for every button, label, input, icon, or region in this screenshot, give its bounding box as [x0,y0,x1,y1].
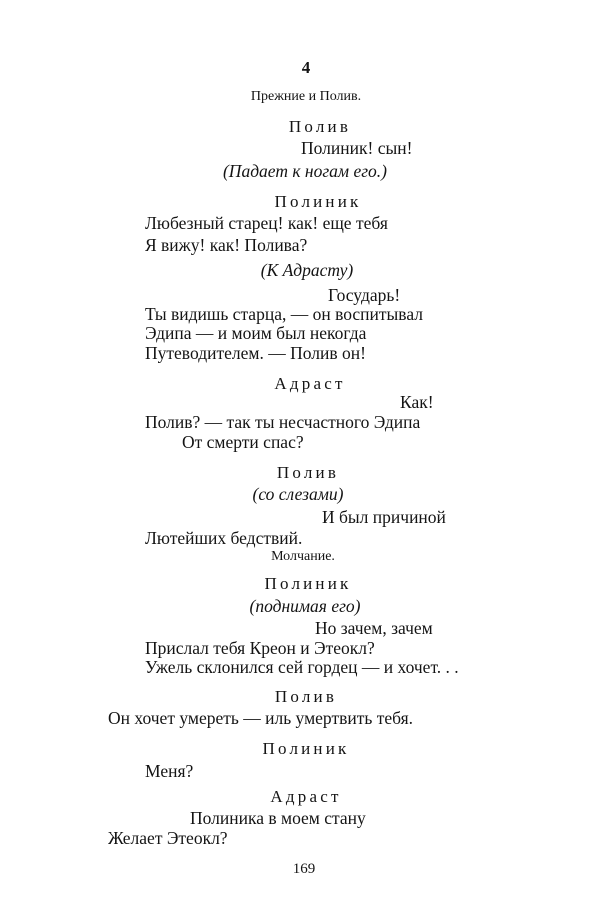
page-number: 169 [292,861,316,877]
verse-line: Меня? [145,761,194,781]
verse-line: Ужель склонился сей гордец — и хочет. . . [145,657,459,677]
scene-number: 4 [301,58,311,77]
verse-line: Он хочет умереть — иль умертвить тебя. [108,708,414,728]
speaker-name: Полиник [264,574,352,593]
verse-line: Но зачем, зачем [315,618,433,638]
speaker-name: Полив [288,117,352,136]
verse-line: Лютейших бедствий. [145,528,303,548]
verse-line: Прислал тебя Креон и Этеокл? [145,638,375,658]
speaker-name: Адраст [274,374,346,393]
stage-direction-entrance: Прежние и Полив. [250,89,362,104]
verse-line: Государь! [328,285,401,305]
verse-line: Эдипа — и моим был некогда [145,323,367,343]
verse-line: От смерти спас? [182,432,304,452]
speaker-name: Полиник [262,739,350,758]
verse-line: Полиник! сын! [301,138,413,158]
verse-line: Путеводителем. — Полив он! [145,343,366,363]
verse-line: Я вижу! как! Полива? [145,235,308,255]
verse-line: Любезный старец! как! еще тебя [145,213,388,233]
verse-line: И был причиной [322,507,446,527]
speaker-name: Полив [276,463,340,482]
speaker-name: Полиник [274,192,362,211]
verse-line: Желает Этеокл? [108,828,228,848]
verse-line: Как! [400,392,434,412]
verse-line: Ты видишь старца, — он воспитывал [145,304,423,324]
verse-line: Полив? — так ты несчастного Эдипа [145,412,421,432]
stage-direction: (Падает к ногам его.) [222,161,388,181]
speaker-name: Адраст [270,787,342,806]
speaker-name: Полив [274,687,338,706]
stage-direction: (К Адрасту) [260,260,354,280]
stage-direction: (поднимая его) [249,596,361,616]
verse-line: Полиника в моем стану [190,808,366,828]
stage-direction: (со слезами) [252,484,344,504]
stage-direction-silence: Молчание. [271,549,335,564]
